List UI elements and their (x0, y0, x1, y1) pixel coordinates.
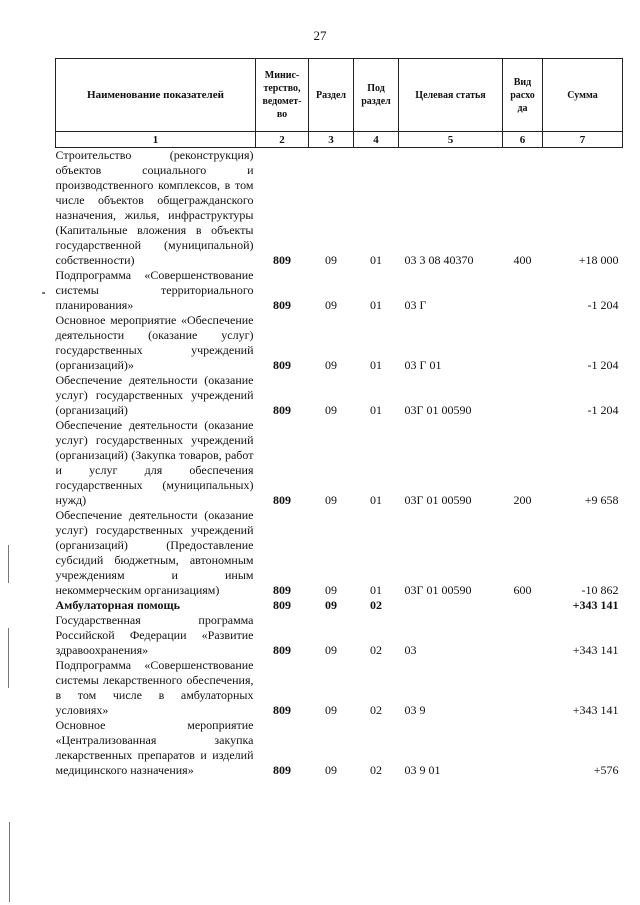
cell-section: 09 (325, 763, 337, 777)
scan-mark (9, 822, 10, 902)
column-number: 5 (399, 132, 503, 148)
cell-name: Обеспечение деятельности (оказание услуг) государственных учреждений (организаций) (55, 373, 254, 417)
cell-type (503, 598, 543, 613)
column-number: 3 (309, 132, 354, 148)
cell-type (503, 718, 543, 778)
header-subsection: Под раздел (354, 59, 399, 132)
cell-sum: +9 658 (584, 493, 619, 507)
cell-name: Обеспечение деятельности (оказание услуг) государственных учреждений (организаций) (Закупка товаров, работ и услуг для обеспечения государственных (муниципальных) нужд) (55, 418, 254, 507)
column-number: 6 (503, 132, 543, 148)
table-row (56, 373, 623, 418)
header-expense-type: Вид расхо да (503, 59, 543, 132)
cell-type: 600 (513, 583, 532, 597)
header-ministry: Минис- терство, ведомет- во (256, 59, 309, 132)
table-row (56, 718, 623, 778)
cell-ministry: 809 (273, 493, 291, 507)
column-number: 2 (256, 132, 309, 148)
table-row (56, 418, 623, 508)
cell-name: Основное мероприятие «Централизованная закупка лекарственных препаратов и изделий медицинского назначения» (55, 718, 254, 777)
cell-ministry: 809 (273, 253, 291, 267)
cell-type (503, 313, 543, 373)
cell-subsection: 01 (370, 358, 382, 372)
cell-name: Обеспечение деятельности (оказание услуг) государственных учреждений (организаций) (Предоставление субсидий бюджетным, автономным учреждениям и иным некоммерческим организациям) (55, 508, 254, 597)
table-row (56, 658, 623, 718)
cell-ministry: 809 (273, 583, 291, 597)
cell-name: Строительство (реконструкция) объектов социального и производственного комплексов, в том числе объектов общегражданского назначения, жилья, инфраструктуры (Капитальные вложения в объекты государственной (муниципальной) собственности) (55, 148, 254, 267)
cell-type (503, 613, 543, 658)
cell-sum: -1 204 (587, 298, 619, 312)
cell-type (503, 268, 543, 313)
scan-mark (8, 628, 9, 688)
header-name: Наименование показателей (56, 59, 256, 132)
table-row (56, 268, 623, 313)
cell-name: Подпрограмма «Совершенствование системы лекарственного обеспечения, в том числе в амбулаторных условиях» (55, 658, 254, 717)
cell-subsection: 01 (370, 403, 382, 417)
cell-target: 03Г 01 00590 (404, 403, 472, 417)
column-number-row (56, 132, 623, 148)
column-number: 4 (354, 132, 399, 148)
cell-subsection: 01 (370, 253, 382, 267)
cell-target: 03Г 01 00590 (404, 493, 472, 507)
cell-sum: -10 862 (581, 583, 619, 597)
table-row (56, 148, 623, 269)
table-body (56, 148, 623, 779)
cell-name: Амбулаторная помощь (55, 598, 180, 612)
cell-section: 09 (325, 403, 337, 417)
cell-sum: +343 141 (572, 643, 619, 657)
cell-section: 09 (325, 298, 337, 312)
header-section: Раздел (309, 59, 354, 132)
cell-sum: +18 000 (578, 253, 619, 267)
cell-target: 03 (404, 643, 417, 657)
table-header-row (56, 59, 623, 132)
scan-mark (8, 545, 9, 583)
column-number: 7 (543, 132, 623, 148)
budget-table (55, 58, 623, 778)
cell-section: 09 (325, 703, 337, 717)
cell-name: Основное мероприятие «Обеспечение деятельности (оказание услуг) государственных учреждений (организаций)» (55, 313, 254, 372)
cell-ministry: 809 (273, 703, 291, 717)
cell-subsection: 02 (370, 703, 382, 717)
scan-mark (42, 292, 45, 294)
cell-subsection: 01 (370, 583, 382, 597)
cell-section: 09 (325, 358, 337, 372)
table-row (56, 613, 623, 658)
cell-sum: -1 204 (587, 403, 619, 417)
cell-type: 400 (513, 253, 532, 267)
cell-subsection: 01 (370, 493, 382, 507)
cell-type: 200 (513, 493, 532, 507)
cell-section: 09 (325, 598, 337, 612)
cell-section: 09 (325, 253, 337, 267)
cell-sum: +343 141 (572, 598, 619, 612)
cell-ministry: 809 (273, 643, 291, 657)
cell-target: 03 9 (404, 703, 426, 717)
cell-name: Подпрограмма «Совершенствование системы территориального планирования» (55, 268, 254, 312)
table-row (56, 313, 623, 373)
cell-subsection: 02 (370, 598, 382, 612)
cell-target: 03 Г (404, 298, 427, 312)
cell-target: 03 9 01 (404, 763, 441, 777)
cell-target: 03Г 01 00590 (404, 583, 472, 597)
cell-section: 09 (325, 583, 337, 597)
cell-target: 03 Г 01 (404, 358, 442, 372)
cell-ministry: 809 (273, 763, 291, 777)
cell-target: 03 3 08 40370 (404, 253, 474, 267)
cell-name: Государственная программа Российской Федерации «Развитие здравоохранения» (55, 613, 254, 657)
cell-section: 09 (325, 493, 337, 507)
header-target: Целевая статья (399, 59, 503, 132)
header-sum: Сумма (543, 59, 623, 132)
cell-section: 09 (325, 643, 337, 657)
table-row (56, 508, 623, 598)
cell-type (503, 373, 543, 418)
cell-subsection: 02 (370, 763, 382, 777)
cell-sum: +576 (593, 763, 619, 777)
cell-ministry: 809 (273, 403, 291, 417)
cell-type (503, 658, 543, 718)
cell-subsection: 02 (370, 643, 382, 657)
cell-ministry: 809 (273, 598, 291, 612)
table-row (56, 598, 623, 613)
cell-subsection: 01 (370, 298, 382, 312)
cell-target (399, 598, 503, 613)
cell-sum: -1 204 (587, 358, 619, 372)
cell-ministry: 809 (273, 358, 291, 372)
page-number: 27 (313, 28, 327, 43)
column-number: 1 (56, 132, 256, 148)
cell-ministry: 809 (273, 298, 291, 312)
cell-sum: +343 141 (572, 703, 619, 717)
